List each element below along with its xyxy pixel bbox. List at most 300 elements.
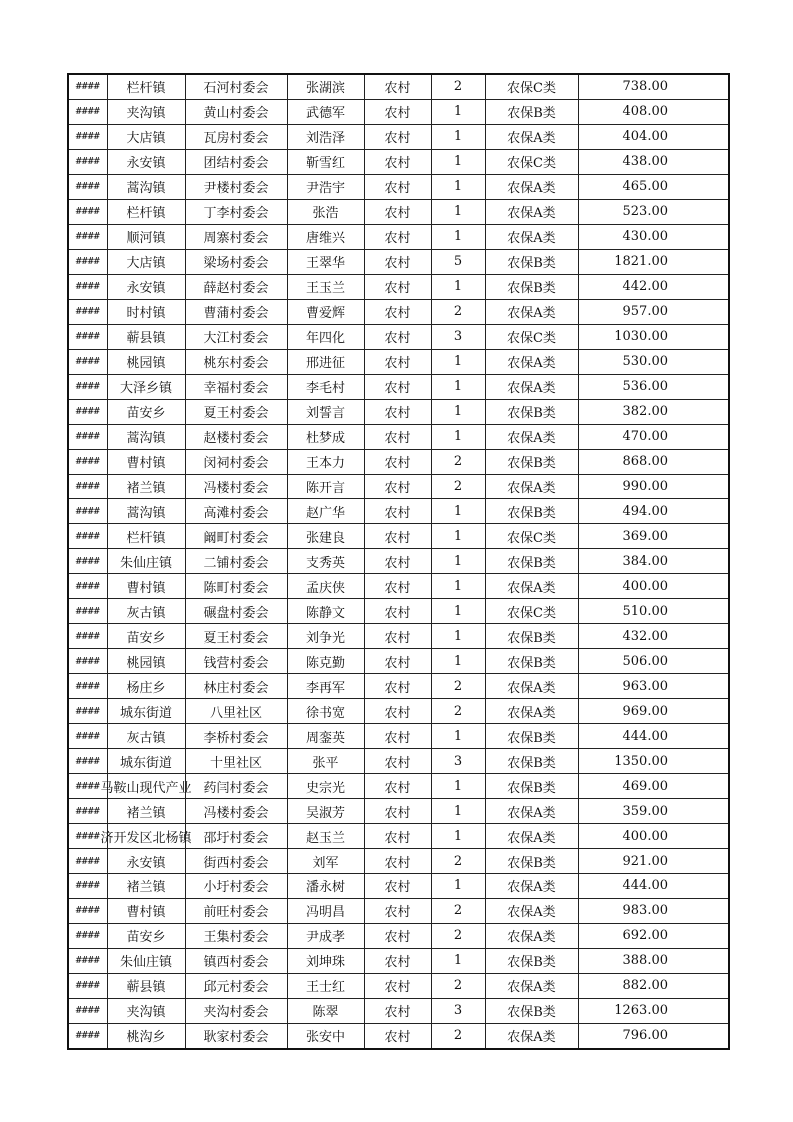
town-cell [107,948,185,973]
area-type-cell [364,74,431,99]
cell-text: 农村 [384,331,411,347]
cell-text: 灰古镇 [126,605,166,621]
amount-cell [578,499,729,524]
town-cell [107,674,185,699]
area-type-cell [364,499,431,524]
cell-text: 碾盘村委会 [203,605,269,621]
cell-text: 阚町村委会 [203,530,269,546]
cell-text: 镇西村委会 [203,955,269,971]
cell-text: 瓦房村委会 [203,131,269,147]
cell-text: 2 [453,978,463,994]
cell-text: 1 [453,229,463,245]
cell-text: 400.00 [622,828,668,844]
date-cell [68,973,107,998]
cell-text: 褚兰镇 [126,805,166,821]
date-cell [68,424,107,449]
cell-text: 农村 [384,406,411,422]
cell-text: #### [75,480,100,492]
cell-text: 农保C类 [507,331,556,347]
count-cell [431,599,485,624]
cell-text: 耿家村委会 [203,1030,269,1046]
cell-text: 尹楼村委会 [203,181,269,197]
date-cell [68,249,107,274]
cell-text: 2 [453,853,463,869]
name-cell [287,599,364,624]
category-cell [485,549,578,574]
town-cell [107,898,185,923]
area-type-cell [364,749,431,774]
amount-cell [578,724,729,749]
cell-text: 农保B类 [507,855,556,871]
cell-text: 十里社区 [209,755,262,771]
table-row [68,923,729,948]
count-cell [431,948,485,973]
cell-text: 3 [453,1003,463,1019]
area-type-cell [364,923,431,948]
cell-text: 王翠华 [305,256,345,272]
table-row [68,799,729,824]
cell-text: 农保B类 [507,456,556,472]
town-cell [107,524,185,549]
cell-text: 农保A类 [507,206,556,222]
cell-text: #### [75,256,100,268]
cell-text: 农村 [384,281,411,297]
name-cell [287,149,364,174]
village-cell [185,724,287,749]
village-cell [185,898,287,923]
cell-text: 530.00 [622,354,668,370]
count-cell [431,224,485,249]
category-cell [485,349,578,374]
cell-text: 农保A类 [507,680,556,696]
area-type-cell [364,599,431,624]
name-cell [287,774,364,799]
cell-text: #### [75,530,100,542]
town-cell [107,874,185,899]
village-cell [185,124,287,149]
count-cell [431,724,485,749]
cell-text: 农村 [384,106,411,122]
cell-text: 5 [453,254,463,270]
cell-text: 尹成孝 [305,930,345,946]
category-cell [485,874,578,899]
cell-text: 农村 [384,630,411,646]
category-cell [485,923,578,948]
table-row [68,624,729,649]
town-cell [107,724,185,749]
cell-text: 桃园镇 [126,356,166,372]
date-cell [68,624,107,649]
cell-text: 赵玉兰 [305,830,345,846]
cell-text: #### [75,555,100,567]
cell-text: 支秀英 [305,555,345,571]
table-row [68,149,729,174]
cell-text: 1030.00 [614,329,668,345]
area-type-cell [364,574,431,599]
cell-text: #### [75,955,100,967]
name-cell [287,649,364,674]
name-cell [287,249,364,274]
table-row [68,74,729,99]
table-row [68,399,729,424]
cell-text: #### [75,456,100,468]
name-cell [287,474,364,499]
count-cell [431,849,485,874]
cell-text: 农村 [384,1005,411,1021]
cell-text: 2 [453,903,463,919]
category-cell [485,224,578,249]
cell-text: 农保A类 [507,1030,556,1046]
cell-text: #### [75,206,100,218]
amount-cell [578,74,729,99]
cell-text: #### [75,980,100,992]
category-cell [485,149,578,174]
date-cell [68,149,107,174]
table-row [68,249,729,274]
cell-text: 农保A类 [507,805,556,821]
cell-text: 1 [453,204,463,220]
cell-text: 384.00 [622,553,668,569]
cell-text: #### [75,131,100,143]
cell-text: 前旺村委会 [203,905,269,921]
cell-text: 369.00 [622,528,668,544]
cell-text: 农村 [384,381,411,397]
cell-text: 王玉兰 [305,281,345,297]
village-cell [185,599,287,624]
cell-text: 刘浩泽 [305,131,345,147]
cell-text: #### [75,381,100,393]
table-row [68,274,729,299]
cell-text: 2 [453,304,463,320]
area-type-cell [364,274,431,299]
village-cell [185,674,287,699]
table-row [68,449,729,474]
cell-text: 闵祠村委会 [203,456,269,472]
name-cell [287,499,364,524]
category-cell [485,1023,578,1048]
table-row [68,574,729,599]
name-cell [287,824,364,849]
cell-text: 农村 [384,480,411,496]
count-cell [431,923,485,948]
cell-text: 农村 [384,830,411,846]
cell-text: 夹沟镇 [126,1005,166,1021]
cell-text: 农保B类 [507,106,556,122]
town-cell [107,973,185,998]
amount-cell [578,374,729,399]
cell-text: 1 [453,104,463,120]
cell-text: 农保B类 [507,955,556,971]
cell-text: 农村 [384,805,411,821]
area-type-cell [364,674,431,699]
count-cell [431,349,485,374]
cell-text: 农保A类 [507,905,556,921]
cell-text: 400.00 [622,578,668,594]
cell-text: 夏王村委会 [203,406,269,422]
cell-text: 444.00 [622,728,668,744]
village-cell [185,99,287,124]
table-row [68,474,729,499]
cell-text: #### [75,680,100,692]
cell-text: 432.00 [622,628,668,644]
cell-text: 农村 [384,705,411,721]
name-cell [287,99,364,124]
count-cell [431,524,485,549]
cell-text: 农保A类 [507,580,556,596]
count-cell [431,399,485,424]
table-row [68,724,729,749]
cell-text: #### [75,855,100,867]
cell-text: 506.00 [622,653,668,669]
town-cell [107,624,185,649]
count-cell [431,649,485,674]
village-cell [185,624,287,649]
count-cell [431,499,485,524]
cell-text: 465.00 [622,179,668,195]
cell-text: #### [75,880,100,892]
cell-text: #### [75,406,100,418]
cell-text: 1 [453,429,463,445]
cell-text: 农村 [384,81,411,97]
date-cell [68,699,107,724]
town-cell [107,99,185,124]
area-type-cell [364,249,431,274]
table-row [68,99,729,124]
area-type-cell [364,874,431,899]
cell-text: 刘军 [312,855,339,871]
village-cell [185,399,287,424]
table-row [68,299,729,324]
cell-text: 大泽乡镇 [119,381,172,397]
category-cell [485,499,578,524]
cell-text: 灰古镇 [126,730,166,746]
cell-text: 农保A类 [507,880,556,896]
count-cell [431,449,485,474]
cell-text: 周銮英 [305,730,345,746]
cell-text: 1 [453,503,463,519]
cell-text: 吴淑芳 [305,805,345,821]
cell-text: 农保B类 [507,755,556,771]
amount-cell [578,274,729,299]
town-cell [107,449,185,474]
category-cell [485,524,578,549]
cell-text: #### [75,281,100,293]
amount-cell [578,124,729,149]
cell-text: 农保A类 [507,480,556,496]
count-cell [431,549,485,574]
cell-text: 1 [453,828,463,844]
cell-text: 2 [453,678,463,694]
cell-text: 武德军 [305,106,345,122]
village-cell [185,874,287,899]
cell-text: 1 [453,404,463,420]
village-cell [185,224,287,249]
cell-text: 邢进征 [305,356,345,372]
name-cell [287,724,364,749]
village-cell [185,299,287,324]
cell-text: 农保C类 [507,530,556,546]
cell-text: 农村 [384,431,411,447]
count-cell [431,249,485,274]
category-cell [485,474,578,499]
area-type-cell [364,449,431,474]
name-cell [287,124,364,149]
cell-text: 1 [453,528,463,544]
name-cell [287,624,364,649]
cell-text: 曹爱辉 [305,306,345,322]
cell-text: 大店镇 [126,131,166,147]
cell-text: 农保A类 [507,306,556,322]
town-cell [107,923,185,948]
cell-text: 796.00 [622,1028,668,1044]
cell-text: 470.00 [622,429,668,445]
cell-text: 王集村委会 [203,930,269,946]
cell-text: #### [75,755,100,767]
amount-cell [578,299,729,324]
cell-text: 农保B类 [507,730,556,746]
area-type-cell [364,998,431,1023]
table-row [68,774,729,799]
date-cell [68,524,107,549]
cell-text: 蕲县镇 [126,331,166,347]
count-cell [431,824,485,849]
cell-text: 农村 [384,131,411,147]
amount-cell [578,599,729,624]
category-cell [485,249,578,274]
cell-text: #### [75,605,100,617]
cell-text: 1 [453,354,463,370]
cell-text: 农保B类 [507,630,556,646]
name-cell [287,923,364,948]
amount-cell [578,524,729,549]
name-cell [287,299,364,324]
table-row [68,349,729,374]
cell-text: 栏杆镇 [126,81,166,97]
cell-text: 农保A类 [507,231,556,247]
town-cell [107,549,185,574]
count-cell [431,324,485,349]
date-cell [68,174,107,199]
cell-text: 夹沟镇 [126,106,166,122]
village-cell [185,499,287,524]
name-cell [287,199,364,224]
town-cell [107,424,185,449]
name-cell [287,374,364,399]
date-cell [68,499,107,524]
category-cell [485,724,578,749]
cell-text: 农村 [384,980,411,996]
cell-text: 868.00 [622,454,668,470]
cell-text: 薛赵村委会 [203,281,269,297]
amount-cell [578,674,729,699]
name-cell [287,973,364,998]
town-cell [107,299,185,324]
count-cell [431,1023,485,1048]
name-cell [287,449,364,474]
cell-text: 药闫村委会 [203,780,269,796]
date-cell [68,749,107,774]
cell-text: #### [75,930,100,942]
cell-text: 农村 [384,206,411,222]
cell-text: 农保B类 [507,555,556,571]
cell-text: 杨庄乡 [126,680,166,696]
town-cell [107,224,185,249]
date-cell [68,948,107,973]
amount-cell [578,799,729,824]
cell-text: 张浩 [312,206,339,222]
cell-text: 唐维兴 [305,231,345,247]
date-cell [68,199,107,224]
cell-text: 陈静文 [305,605,345,621]
name-cell [287,424,364,449]
cell-text: 农村 [384,356,411,372]
amount-cell [578,923,729,948]
cell-text: #### [75,655,100,667]
cell-text: #### [75,505,100,517]
date-cell [68,299,107,324]
name-cell [287,349,364,374]
village-cell [185,699,287,724]
cell-text: 李桥村委会 [203,730,269,746]
amount-cell [578,1023,729,1048]
cell-text: 2 [453,928,463,944]
village-cell [185,649,287,674]
category-cell [485,699,578,724]
cell-text: 1 [453,129,463,145]
cell-text: 969.00 [622,703,668,719]
cell-text: 钱营村委会 [203,655,269,671]
town-cell [107,249,185,274]
cell-text: 农村 [384,530,411,546]
cell-text: #### [75,1005,100,1017]
cell-text: 冯楼村委会 [203,805,269,821]
cell-text: 农村 [384,930,411,946]
cell-text: 2 [453,478,463,494]
cell-text: 408.00 [622,104,668,120]
cell-text: 536.00 [622,379,668,395]
table-row [68,849,729,874]
cell-text: #### [75,431,100,443]
cell-text: 赵广华 [305,505,345,521]
village-cell [185,74,287,99]
amount-cell [578,174,729,199]
cell-text: 1 [453,279,463,295]
area-type-cell [364,649,431,674]
cell-text: 430.00 [622,229,668,245]
table-row [68,224,729,249]
cell-text: 农保A类 [507,381,556,397]
cell-text: 1 [453,878,463,894]
count-cell [431,998,485,1023]
cell-text: 农村 [384,880,411,896]
category-cell [485,948,578,973]
town-cell [107,849,185,874]
cell-text: #### [75,306,100,318]
cell-text: 史宗光 [305,780,345,796]
cell-text: 小圩村委会 [203,880,269,896]
cell-text: 农村 [384,256,411,272]
area-type-cell [364,99,431,124]
village-cell [185,249,287,274]
name-cell [287,1023,364,1048]
category-cell [485,998,578,1023]
amount-cell [578,874,729,899]
cell-text: 农村 [384,955,411,971]
name-cell [287,998,364,1023]
name-cell [287,549,364,574]
area-type-cell [364,724,431,749]
date-cell [68,923,107,948]
